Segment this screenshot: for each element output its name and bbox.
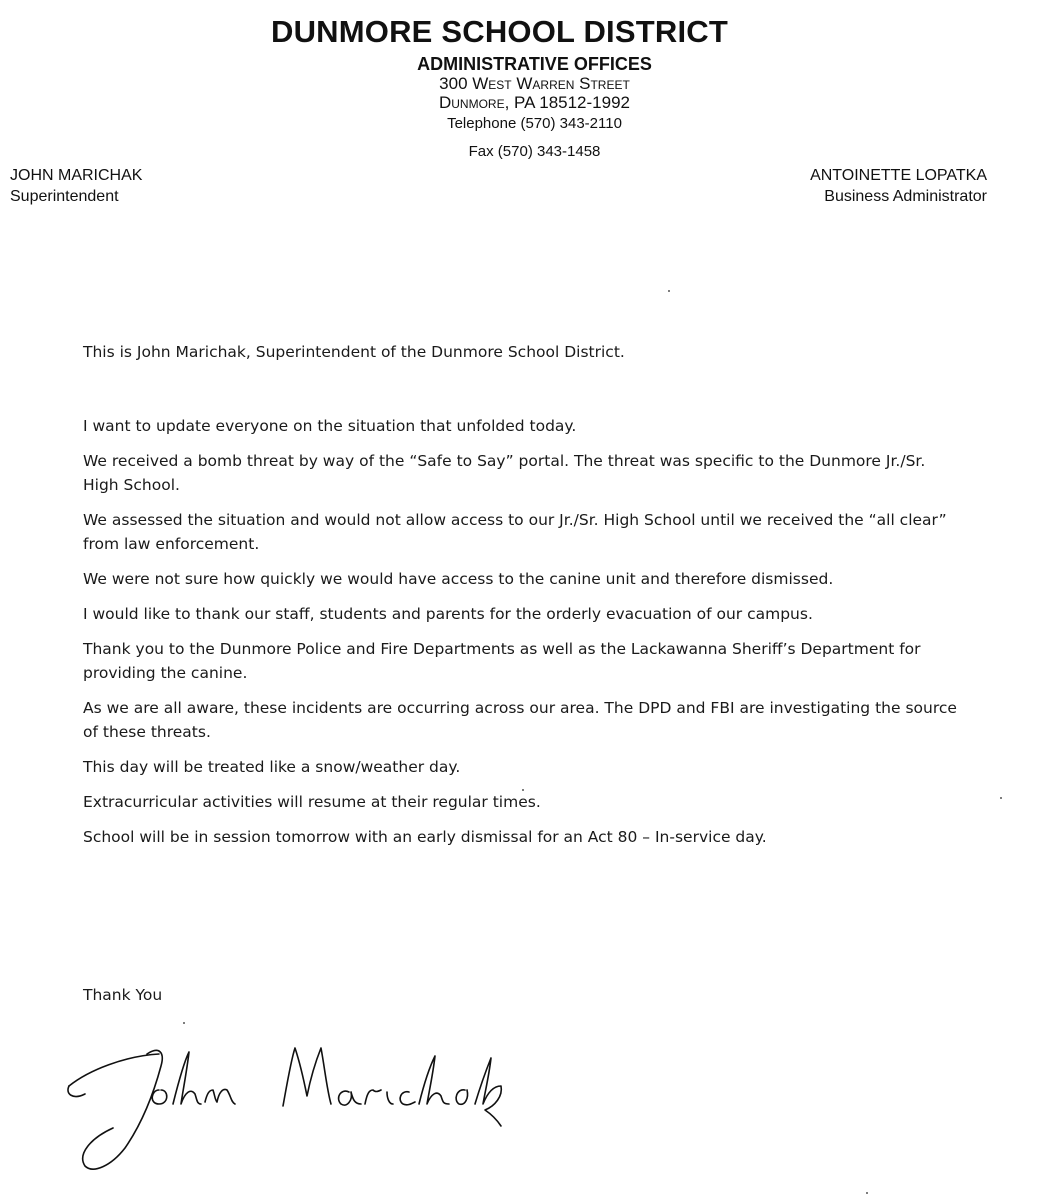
business-administrator-block (810, 165, 987, 207)
paragraph: As we are all aware, these incidents are occurring across our area. The DPD and FBI are investigating the source of these threats. (83, 699, 957, 741)
scan-speck (866, 1192, 868, 1194)
paragraph: I would like to thank our staff, students and parents for the orderly evacuation of our campus. (83, 605, 813, 623)
scan-speck (522, 789, 524, 791)
paragraph: School will be in session tomorrow with an early dismissal for an Act 80 – In-service day. (83, 828, 767, 846)
paragraph: We assessed the situation and would not allow access to our Jr./Sr. High School until we received the “all clear” from law enforcement. (83, 511, 947, 553)
paragraph: I want to update everyone on the situation that unfolded today. (83, 417, 577, 435)
business-administrator-name: ANTOINETTE LOPATKA (810, 167, 987, 184)
fax-number: Fax (570) 343-1458 (468, 143, 601, 160)
street-address: 300 West Warren Street (439, 74, 630, 93)
office-name: ADMINISTRATIVE OFFICES (417, 54, 652, 74)
paragraph: We were not sure how quickly we would have access to the canine unit and therefore dismissed. (83, 570, 834, 588)
paragraph: Thank you to the Dunmore Police and Fire Departments as well as the Lackawanna Sheriff’s Department for providing the canine. (83, 640, 921, 682)
scan-speck (668, 290, 670, 292)
scan-speck (1000, 797, 1002, 799)
paragraph: We received a bomb threat by way of the “Safe to Say” portal. The threat was specific to the Dunmore Jr./Sr. High School. (83, 452, 926, 494)
telephone-number: Telephone (570) 343-2110 (447, 115, 622, 132)
letter-body (83, 340, 963, 860)
scan-speck (183, 1022, 185, 1024)
superintendent-name: JOHN MARICHAK (10, 167, 143, 184)
district-name: DUNMORE SCHOOL DISTRICT (271, 14, 728, 49)
closing: Thank You (83, 986, 163, 1004)
paragraph: Extracurricular activities will resume at their regular times. (83, 793, 541, 811)
superintendent-title: Superintendent (10, 188, 119, 205)
city-address: Dunmore, PA 18512-1992 (438, 93, 630, 112)
letterhead (0, 14, 1039, 161)
superintendent-block (10, 165, 142, 207)
paragraph: This is John Marichak, Superintendent of the Dunmore School District. (83, 343, 625, 361)
business-administrator-title: Business Administrator (824, 188, 987, 205)
paragraph: This day will be treated like a snow/weather day. (83, 758, 461, 776)
handwritten-signature (55, 1030, 515, 1180)
